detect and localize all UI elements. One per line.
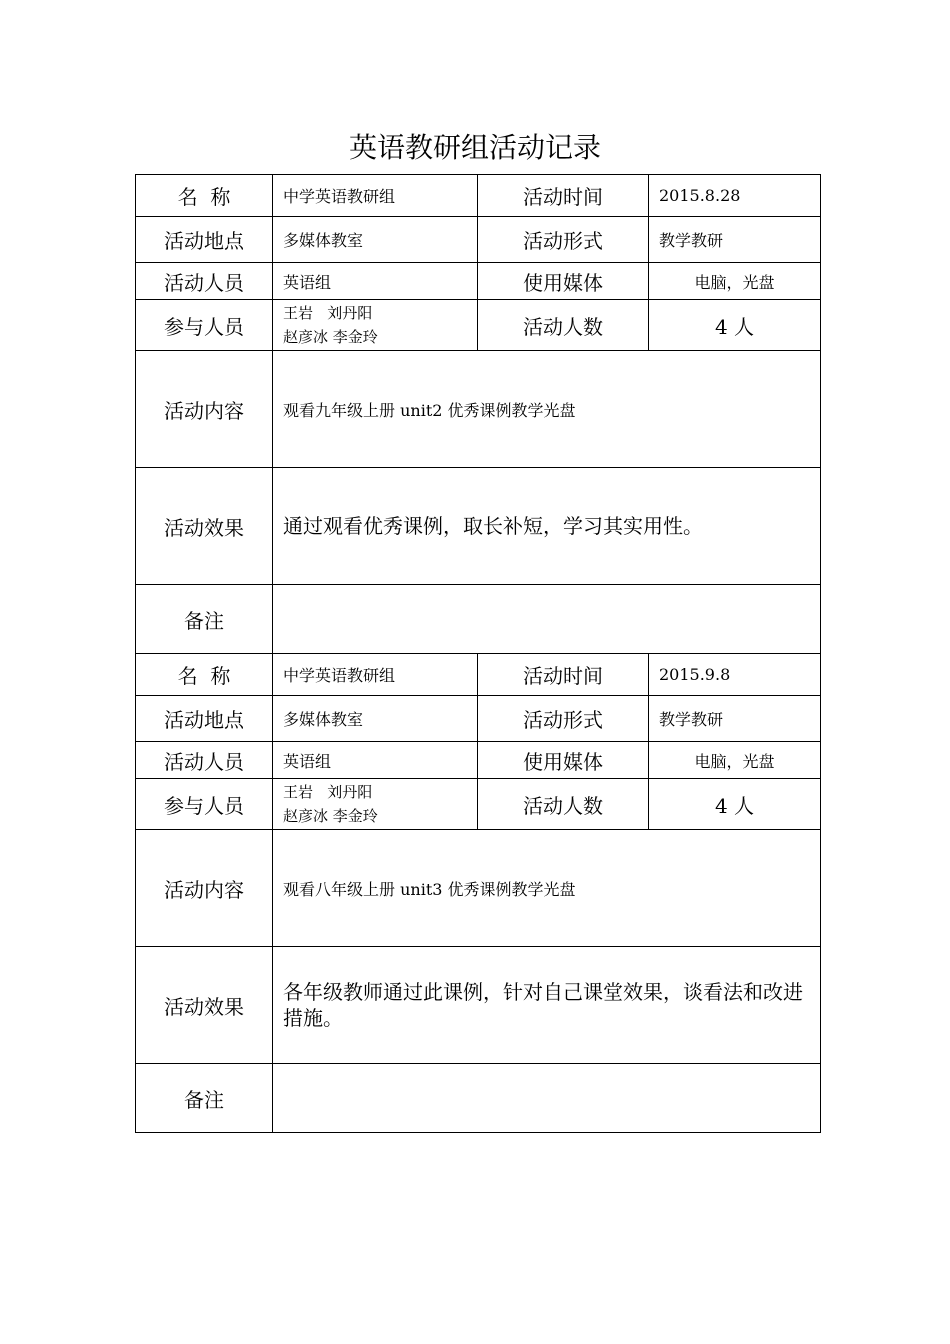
label-count: 活动人数	[478, 779, 649, 830]
remark-row	[136, 585, 821, 654]
participants-line-1: 王岩 刘丹阳	[283, 304, 373, 322]
effect-value: 通过观看优秀课例，取长补短，学习其实用性。	[273, 468, 821, 585]
label-remark: 备注	[136, 1064, 273, 1133]
label-place: 活动地点	[136, 217, 273, 263]
name-value: 中学英语教研组	[273, 654, 478, 696]
remark-value	[273, 585, 821, 654]
time-value: 2015.9.8	[649, 654, 821, 696]
label-participants: 参与人员	[136, 779, 273, 830]
staff-value: 英语组	[273, 742, 478, 779]
activity-record-table	[135, 653, 821, 1133]
label-content: 活动内容	[136, 351, 273, 468]
label-content: 活动内容	[136, 830, 273, 947]
participants-line-2: 赵彦冰 李金玲	[283, 328, 378, 346]
time-value: 2015.8.28	[649, 175, 821, 217]
page-title: 英语教研组活动记录	[348, 131, 601, 164]
participants-value	[273, 779, 478, 830]
label-media: 使用媒体	[478, 742, 649, 779]
label-count: 活动人数	[478, 300, 649, 351]
staff-row	[136, 742, 821, 779]
label-remark: 备注	[136, 585, 273, 654]
staff-value: 英语组	[273, 263, 478, 300]
label-name: 名 称	[136, 175, 273, 217]
media-value: 电脑，光盘	[649, 263, 821, 300]
label-effect: 活动效果	[136, 468, 273, 585]
place-value: 多媒体教室	[273, 217, 478, 263]
label-staff: 活动人员	[136, 742, 273, 779]
label-time: 活动时间	[478, 654, 649, 696]
place-row	[136, 696, 821, 742]
effect-row	[136, 468, 821, 585]
participants-line-2: 赵彦冰 李金玲	[283, 807, 378, 825]
effect-row	[136, 947, 821, 1064]
label-effect: 活动效果	[136, 947, 273, 1064]
content-row	[136, 351, 821, 468]
content-row	[136, 830, 821, 947]
name-value: 中学英语教研组	[273, 175, 478, 217]
participants-row	[136, 779, 821, 830]
label-place: 活动地点	[136, 696, 273, 742]
place-value: 多媒体教室	[273, 696, 478, 742]
participants-line-1: 王岩 刘丹阳	[283, 783, 373, 801]
place-row	[136, 217, 821, 263]
label-participants: 参与人员	[136, 300, 273, 351]
form-value: 教学教研	[649, 696, 821, 742]
activity-record-table	[135, 174, 821, 654]
content-value: 观看八年级上册 unit3 优秀课例教学光盘	[273, 830, 821, 947]
remark-row	[136, 1064, 821, 1133]
effect-value: 各年级教师通过此课例，针对自己课堂效果，谈看法和改进措施。	[273, 947, 821, 1064]
count-value: 4 人	[649, 300, 821, 351]
content-value: 观看九年级上册 unit2 优秀课例教学光盘	[273, 351, 821, 468]
label-staff: 活动人员	[136, 263, 273, 300]
label-time: 活动时间	[478, 175, 649, 217]
participants-row	[136, 300, 821, 351]
label-media: 使用媒体	[478, 263, 649, 300]
label-form: 活动形式	[478, 217, 649, 263]
count-value: 4 人	[649, 779, 821, 830]
participants-value	[273, 300, 478, 351]
name-row	[136, 654, 821, 696]
media-value: 电脑，光盘	[649, 742, 821, 779]
name-row	[136, 175, 821, 217]
label-form: 活动形式	[478, 696, 649, 742]
label-name: 名 称	[136, 654, 273, 696]
form-value: 教学教研	[649, 217, 821, 263]
staff-row	[136, 263, 821, 300]
remark-value	[273, 1064, 821, 1133]
